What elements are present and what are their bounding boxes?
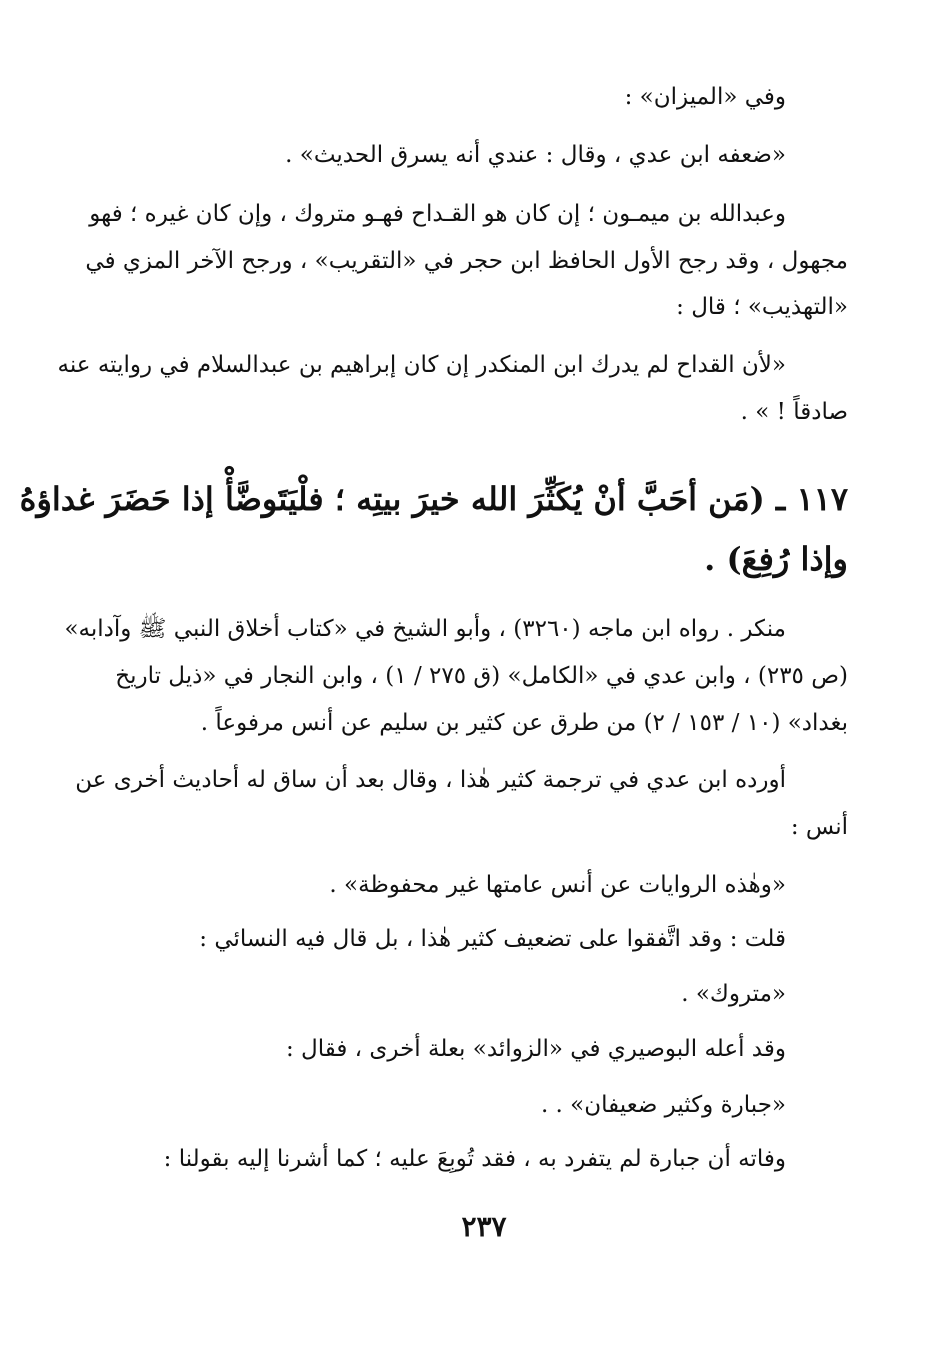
page-number: ٢٣٧ (461, 1210, 507, 1243)
text-line: «ضعفه ابن عدي ، وقال : عندي أنه يسرق الحديث» . (285, 142, 786, 168)
text-line: وفاته أن جبارة لم يتفرد به ، فقد تُوبِعَ عليه ؛ كما أشرنا إليه بقولنا : (163, 1146, 786, 1172)
hadith-heading: ١١٧ ـ (مَن أحَبَّ أنْ يُكَثِّرَ الله خيرَ بيتِه ؛ فلْيَتَوضَّأْ إذا حَضَرَ غداؤهُ (19, 480, 848, 518)
text-line: مجهول ، وقد رجح الأول الحافظ ابن حجر في «التقريب» ، ورجح الآخر المزي في (85, 248, 848, 274)
text-line: بغداد» (١٠ / ١٥٣ / ٢) من طرق عن كثير بن سليم عن أنس مرفوعاً . (200, 710, 848, 736)
text-line: «لأن القداح لم يدرك ابن المنكدر إن كان إبراهيم بن عبدالسلام في روايته عنه (57, 352, 786, 378)
text-line: وقد أعله البوصيري في «الزوائد» بعلة أخرى ، فقال : (285, 1036, 786, 1062)
text-line: منكر . رواه ابن ماجه (٣٢٦٠) ، وأبو الشيخ في «كتاب أخلاق النبي ﷺ وآدابه» (64, 616, 786, 642)
hadith-heading: وإذا رُفِعَ) . (704, 540, 848, 578)
text-line: وفي «الميزان» : (624, 84, 786, 110)
text-line: «وهٰذه الروايات عن أنس عامتها غير محفوظة» . (329, 872, 786, 898)
text-line: أنس : (790, 814, 848, 840)
text-line: (ص ٢٣٥) ، وابن عدي في «الكامل» (ق ٢٧٥ / ١) ، وابن النجار في «ذيل تاريخ (115, 663, 848, 689)
text-line: وعبدالله بن ميمـون ؛ إن كان هو القـداح فهـو متروك ، وإن كان غيره ؛ فهو (89, 201, 786, 227)
text-line: أورده ابن عدي في ترجمة كثير هٰذا ، وقال بعد أن ساق له أحاديث أخرى عن (75, 767, 786, 793)
text-line: «جبارة وكثير ضعيفان» . . (540, 1092, 786, 1118)
text-line: صادقاً ! » . (740, 399, 848, 425)
book-page (19, 70, 848, 1250)
text-line: «متروك» . (681, 981, 786, 1007)
text-line: قلت : وقد اتَّفقوا على تضعيف كثير هٰذا ، بل قال فيه النسائي : (199, 926, 786, 952)
text-line: «التهذيب» ؛ قال : (676, 294, 848, 320)
